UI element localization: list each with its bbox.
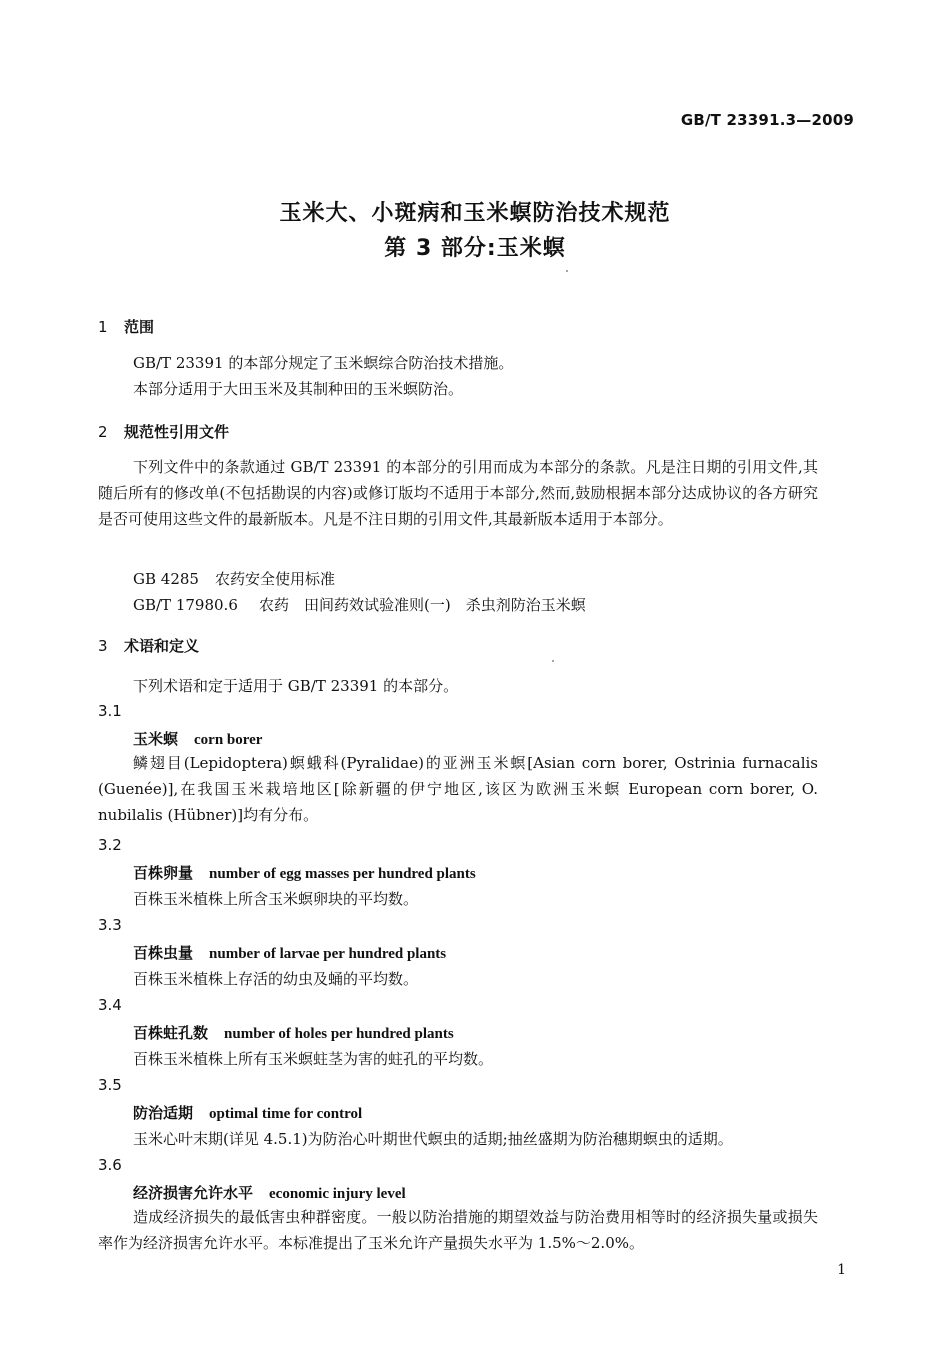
- term-number: 3.4: [98, 996, 122, 1014]
- term-definition: 百株玉米植株上所含玉米螟卵块的平均数。: [133, 890, 419, 908]
- term-number: 3.1: [98, 702, 122, 720]
- reference-title: 农药 田间药效试验准则(一) 杀虫剂防治玉米螟: [259, 596, 586, 614]
- term-english: number of holes per hundred plants: [224, 1026, 454, 1042]
- document-title: 玉米大、小斑病和玉米螟防治技术规范: [279, 201, 671, 226]
- term-english: economic injury level: [269, 1186, 406, 1202]
- section-number: 1: [98, 318, 108, 336]
- scan-speck: [566, 270, 568, 272]
- term-chinese: 百株虫量: [133, 944, 194, 962]
- document-subtitle: 第 3 部分:玉米螟: [384, 236, 566, 261]
- term-definition: 鳞翅目(Lepidoptera)螟蛾科(Pyralidae)的亚洲玉米螟[Asian corn borer, Ostrinia furnacalis (Guenée)],在我国玉米栽培地区[除新疆的伊宁地区,该区为欧洲玉米螟 European corn borer, O. nubilalis (Hübner)]均有分布。: [98, 754, 818, 824]
- section-title: 规范性引用文件: [124, 423, 230, 441]
- term-definition: 百株玉米植株上存活的幼虫及蛹的平均数。: [133, 970, 419, 988]
- page-number: 1: [837, 1262, 846, 1278]
- term-heading: [133, 1022, 454, 1043]
- term-heading: [133, 942, 446, 963]
- term-chinese: 百株卵量: [133, 864, 194, 882]
- reference-title: 农药安全使用标准: [215, 570, 336, 588]
- term-english: corn borer: [194, 732, 263, 748]
- paragraph: GB/T 23391 的本部分规定了玉米螟综合防治技术措施。: [133, 354, 514, 372]
- term-chinese: 经济损害允许水平: [133, 1184, 254, 1202]
- term-number: 3.5: [98, 1076, 122, 1094]
- reference-item: [133, 568, 335, 589]
- scan-speck: [552, 660, 554, 662]
- term-chinese: 玉米螟: [133, 730, 179, 748]
- section-number: 3: [98, 637, 108, 655]
- term-english: optimal time for control: [209, 1106, 363, 1122]
- term-heading: [133, 728, 262, 749]
- term-heading: [133, 1102, 362, 1123]
- term-english: number of larvae per hundred plants: [209, 946, 447, 962]
- paragraph: 下列文件中的条款通过 GB/T 23391 的本部分的引用而成为本部分的条款。凡是注日期的引用文件,其随后所有的修改单(不包括勘误的内容)或修订版均不适用于本部分,然而,鼓励根据本部分达成协议的各方研究是否可使用这些文件的最新版本。凡是不注日期的引用文件,其最新版本适用于本部分。: [98, 458, 818, 528]
- paragraph: 本部分适用于大田玉米及其制种田的玉米螟防治。: [133, 380, 464, 398]
- term-chinese: 防治适期: [133, 1104, 194, 1122]
- term-number: 3.6: [98, 1156, 122, 1174]
- section-number: 2: [98, 423, 108, 441]
- reference-code: GB/T 17980.6: [133, 596, 238, 614]
- reference-item: [133, 594, 586, 615]
- section-title: 术语和定义: [124, 637, 200, 655]
- term-heading: [133, 862, 476, 883]
- term-definition: 造成经济损失的最低害虫种群密度。一般以防治措施的期望效益与防治费用相等时的经济损失量或损失率作为经济损害允许水平。本标准提出了玉米允许产量损失水平为 1.5%～2.0%。: [98, 1208, 818, 1252]
- section-title: 范围: [124, 318, 155, 336]
- term-number: 3.2: [98, 836, 122, 854]
- term-number: 3.3: [98, 916, 122, 934]
- section-heading-normative-references: [98, 421, 229, 442]
- section-heading-scope: [98, 316, 154, 337]
- term-chinese: 百株蛀孔数: [133, 1024, 209, 1042]
- standard-code: GB/T 23391.3—2009: [680, 111, 854, 129]
- term-english: number of egg masses per hundred plants: [209, 866, 476, 882]
- reference-code: GB 4285: [133, 570, 199, 588]
- term-definition: 百株玉米植株上所有玉米螟蛀茎为害的蛀孔的平均数。: [133, 1050, 494, 1068]
- term-heading: [133, 1182, 406, 1203]
- paragraph: 下列术语和定于适用于 GB/T 23391 的本部分。: [133, 677, 459, 695]
- term-definition: 玉米心叶末期(详见 4.5.1)为防治心叶期世代螟虫的适期;抽丝盛期为防治穗期螟虫的适期。: [133, 1130, 733, 1148]
- section-heading-terms-definitions: [98, 635, 199, 656]
